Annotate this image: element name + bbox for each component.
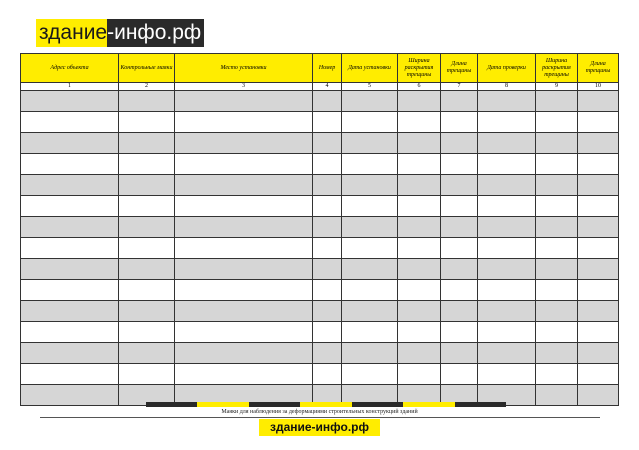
col-number: 3 — [175, 83, 313, 91]
table-cell — [536, 238, 578, 259]
site-logo-top[interactable] — [36, 19, 204, 47]
table-cell — [342, 217, 398, 238]
table-cell — [536, 385, 578, 406]
table-cell — [175, 133, 313, 154]
table-cell — [21, 343, 119, 364]
table-cell — [536, 112, 578, 133]
table-cell — [536, 322, 578, 343]
table-cell — [342, 301, 398, 322]
table-cell — [342, 259, 398, 280]
table-cell — [478, 301, 536, 322]
table-row — [21, 364, 619, 385]
table-cell — [175, 112, 313, 133]
table-row — [21, 280, 619, 301]
table-cell — [175, 91, 313, 112]
table-cell — [536, 196, 578, 217]
table-cell — [478, 364, 536, 385]
table-cell — [441, 280, 478, 301]
table-cell — [441, 175, 478, 196]
table-cell — [578, 112, 619, 133]
table-cell — [313, 196, 342, 217]
col-number: 8 — [478, 83, 536, 91]
table-cell — [21, 133, 119, 154]
table-cell — [578, 259, 619, 280]
table-cell — [21, 91, 119, 112]
table-cell — [441, 238, 478, 259]
table-cell — [441, 91, 478, 112]
table-row — [21, 112, 619, 133]
table-cell — [478, 175, 536, 196]
col-header-address: Адрес объекта — [21, 54, 119, 83]
table-cell — [21, 238, 119, 259]
table-cell — [398, 175, 441, 196]
table-cell — [313, 217, 342, 238]
table-row — [21, 238, 619, 259]
table-cell — [578, 196, 619, 217]
table-cell — [536, 91, 578, 112]
table-cell — [175, 154, 313, 175]
table-cell — [342, 343, 398, 364]
table-cell — [578, 175, 619, 196]
col-number: 7 — [441, 83, 478, 91]
table-cell — [313, 301, 342, 322]
table-cell — [342, 112, 398, 133]
col-number: 1 — [21, 83, 119, 91]
table-cell — [536, 343, 578, 364]
table-cell — [478, 238, 536, 259]
table-cell — [21, 175, 119, 196]
footer-caption: Маяки для наблюдения за деформациями строительных конструкций зданий — [221, 409, 418, 415]
table-cell — [119, 91, 175, 112]
table-cell — [21, 196, 119, 217]
table-cell — [398, 322, 441, 343]
table-cell — [313, 154, 342, 175]
table-cell — [441, 112, 478, 133]
table-row — [21, 91, 619, 112]
col-header-crack-width-1: Ширина раскрытия трещины — [398, 54, 441, 83]
table-cell — [21, 154, 119, 175]
table-cell — [536, 133, 578, 154]
col-header-beacons: Контрольные маяки — [119, 54, 175, 83]
table-cell — [578, 280, 619, 301]
table-row — [21, 133, 619, 154]
col-number: 4 — [313, 83, 342, 91]
table-cell — [441, 259, 478, 280]
table-cell — [21, 301, 119, 322]
table-cell — [21, 259, 119, 280]
table-cell — [536, 280, 578, 301]
table-cell — [119, 301, 175, 322]
table-cell — [478, 217, 536, 238]
table-cell — [342, 238, 398, 259]
table-cell — [119, 154, 175, 175]
table-cell — [21, 112, 119, 133]
table-cell — [398, 238, 441, 259]
decorative-stripe — [146, 402, 506, 407]
table-cell — [342, 280, 398, 301]
table-cell — [175, 322, 313, 343]
table-cell — [398, 154, 441, 175]
table-cell — [313, 280, 342, 301]
table-cell — [478, 343, 536, 364]
table-cell — [478, 259, 536, 280]
table-cell — [175, 217, 313, 238]
footer-divider — [40, 417, 600, 418]
col-number: 10 — [578, 83, 619, 91]
table-cell — [441, 301, 478, 322]
table-body — [21, 91, 619, 406]
table-cell — [21, 364, 119, 385]
col-header-crack-width-2: Ширина раскрытия трещины — [536, 54, 578, 83]
table-row — [21, 343, 619, 364]
table-cell — [21, 385, 119, 406]
table-cell — [478, 322, 536, 343]
table-cell — [398, 343, 441, 364]
table-cell — [175, 238, 313, 259]
table-cell — [478, 154, 536, 175]
table-row — [21, 196, 619, 217]
logo-part-1: здание — [36, 19, 107, 47]
table-cell — [478, 112, 536, 133]
table-row — [21, 301, 619, 322]
table-cell — [536, 301, 578, 322]
table-cell — [578, 154, 619, 175]
table-cell — [578, 322, 619, 343]
table-cell — [175, 196, 313, 217]
table-cell — [175, 301, 313, 322]
table-cell — [119, 175, 175, 196]
table-cell — [578, 133, 619, 154]
table-cell — [578, 217, 619, 238]
table-cell — [342, 175, 398, 196]
table-cell — [398, 91, 441, 112]
col-header-install-date: Дата установки — [342, 54, 398, 83]
table-cell — [441, 217, 478, 238]
table-cell — [536, 259, 578, 280]
table-cell — [175, 175, 313, 196]
table-cell — [441, 364, 478, 385]
table-cell — [578, 364, 619, 385]
table-cell — [578, 238, 619, 259]
col-header-check-date: Дата проверки — [478, 54, 536, 83]
col-header-crack-length-1: Длина трещины — [441, 54, 478, 83]
table-cell — [175, 343, 313, 364]
table-cell — [398, 259, 441, 280]
table-row — [21, 259, 619, 280]
table-cell — [398, 196, 441, 217]
table-cell — [313, 322, 342, 343]
table-cell — [578, 91, 619, 112]
beacon-log-table — [20, 53, 619, 406]
table-cell — [441, 343, 478, 364]
table-cell — [441, 322, 478, 343]
col-number: 6 — [398, 83, 441, 91]
logo-part-2: -инфо.рф — [107, 19, 204, 47]
table-cell — [313, 364, 342, 385]
table-cell — [536, 154, 578, 175]
table-cell — [342, 364, 398, 385]
header-row — [21, 54, 619, 83]
col-header-number: Номер — [313, 54, 342, 83]
col-number: 5 — [342, 83, 398, 91]
site-logo-bottom[interactable]: здание-инфо.рф — [259, 419, 380, 436]
table-cell — [313, 259, 342, 280]
table-cell — [119, 322, 175, 343]
table-cell — [119, 280, 175, 301]
table-cell — [398, 112, 441, 133]
table-cell — [175, 280, 313, 301]
table-cell — [119, 364, 175, 385]
table-cell — [398, 364, 441, 385]
col-header-location: Место установки — [175, 54, 313, 83]
table-cell — [578, 301, 619, 322]
table-row — [21, 322, 619, 343]
table-cell — [342, 133, 398, 154]
column-number-row — [21, 83, 619, 91]
table-cell — [578, 343, 619, 364]
table-cell — [478, 91, 536, 112]
table-cell — [536, 364, 578, 385]
table-cell — [175, 364, 313, 385]
table-cell — [21, 280, 119, 301]
table-cell — [313, 133, 342, 154]
table-cell — [342, 196, 398, 217]
table-cell — [21, 217, 119, 238]
table-cell — [119, 196, 175, 217]
table-cell — [119, 259, 175, 280]
table-cell — [441, 154, 478, 175]
table-row — [21, 154, 619, 175]
table-cell — [342, 322, 398, 343]
table-cell — [398, 280, 441, 301]
col-number: 9 — [536, 83, 578, 91]
table-cell — [21, 322, 119, 343]
table-cell — [119, 112, 175, 133]
table-cell — [119, 217, 175, 238]
table-cell — [478, 133, 536, 154]
col-number: 2 — [119, 83, 175, 91]
table-row — [21, 175, 619, 196]
table-cell — [536, 217, 578, 238]
table-cell — [441, 133, 478, 154]
table-cell — [578, 385, 619, 406]
table-cell — [313, 112, 342, 133]
table-cell — [119, 133, 175, 154]
table-cell — [398, 133, 441, 154]
table-cell — [313, 343, 342, 364]
table-cell — [119, 238, 175, 259]
table-cell — [313, 238, 342, 259]
table-cell — [342, 154, 398, 175]
table-cell — [478, 196, 536, 217]
table-cell — [313, 175, 342, 196]
table-cell — [342, 91, 398, 112]
table-cell — [313, 91, 342, 112]
table-cell — [441, 196, 478, 217]
table-cell — [398, 217, 441, 238]
table-cell — [398, 301, 441, 322]
table-cell — [536, 175, 578, 196]
col-header-crack-length-2: Длина трещины — [578, 54, 619, 83]
table-row — [21, 217, 619, 238]
table-cell — [119, 343, 175, 364]
table-cell — [478, 280, 536, 301]
table-cell — [175, 259, 313, 280]
